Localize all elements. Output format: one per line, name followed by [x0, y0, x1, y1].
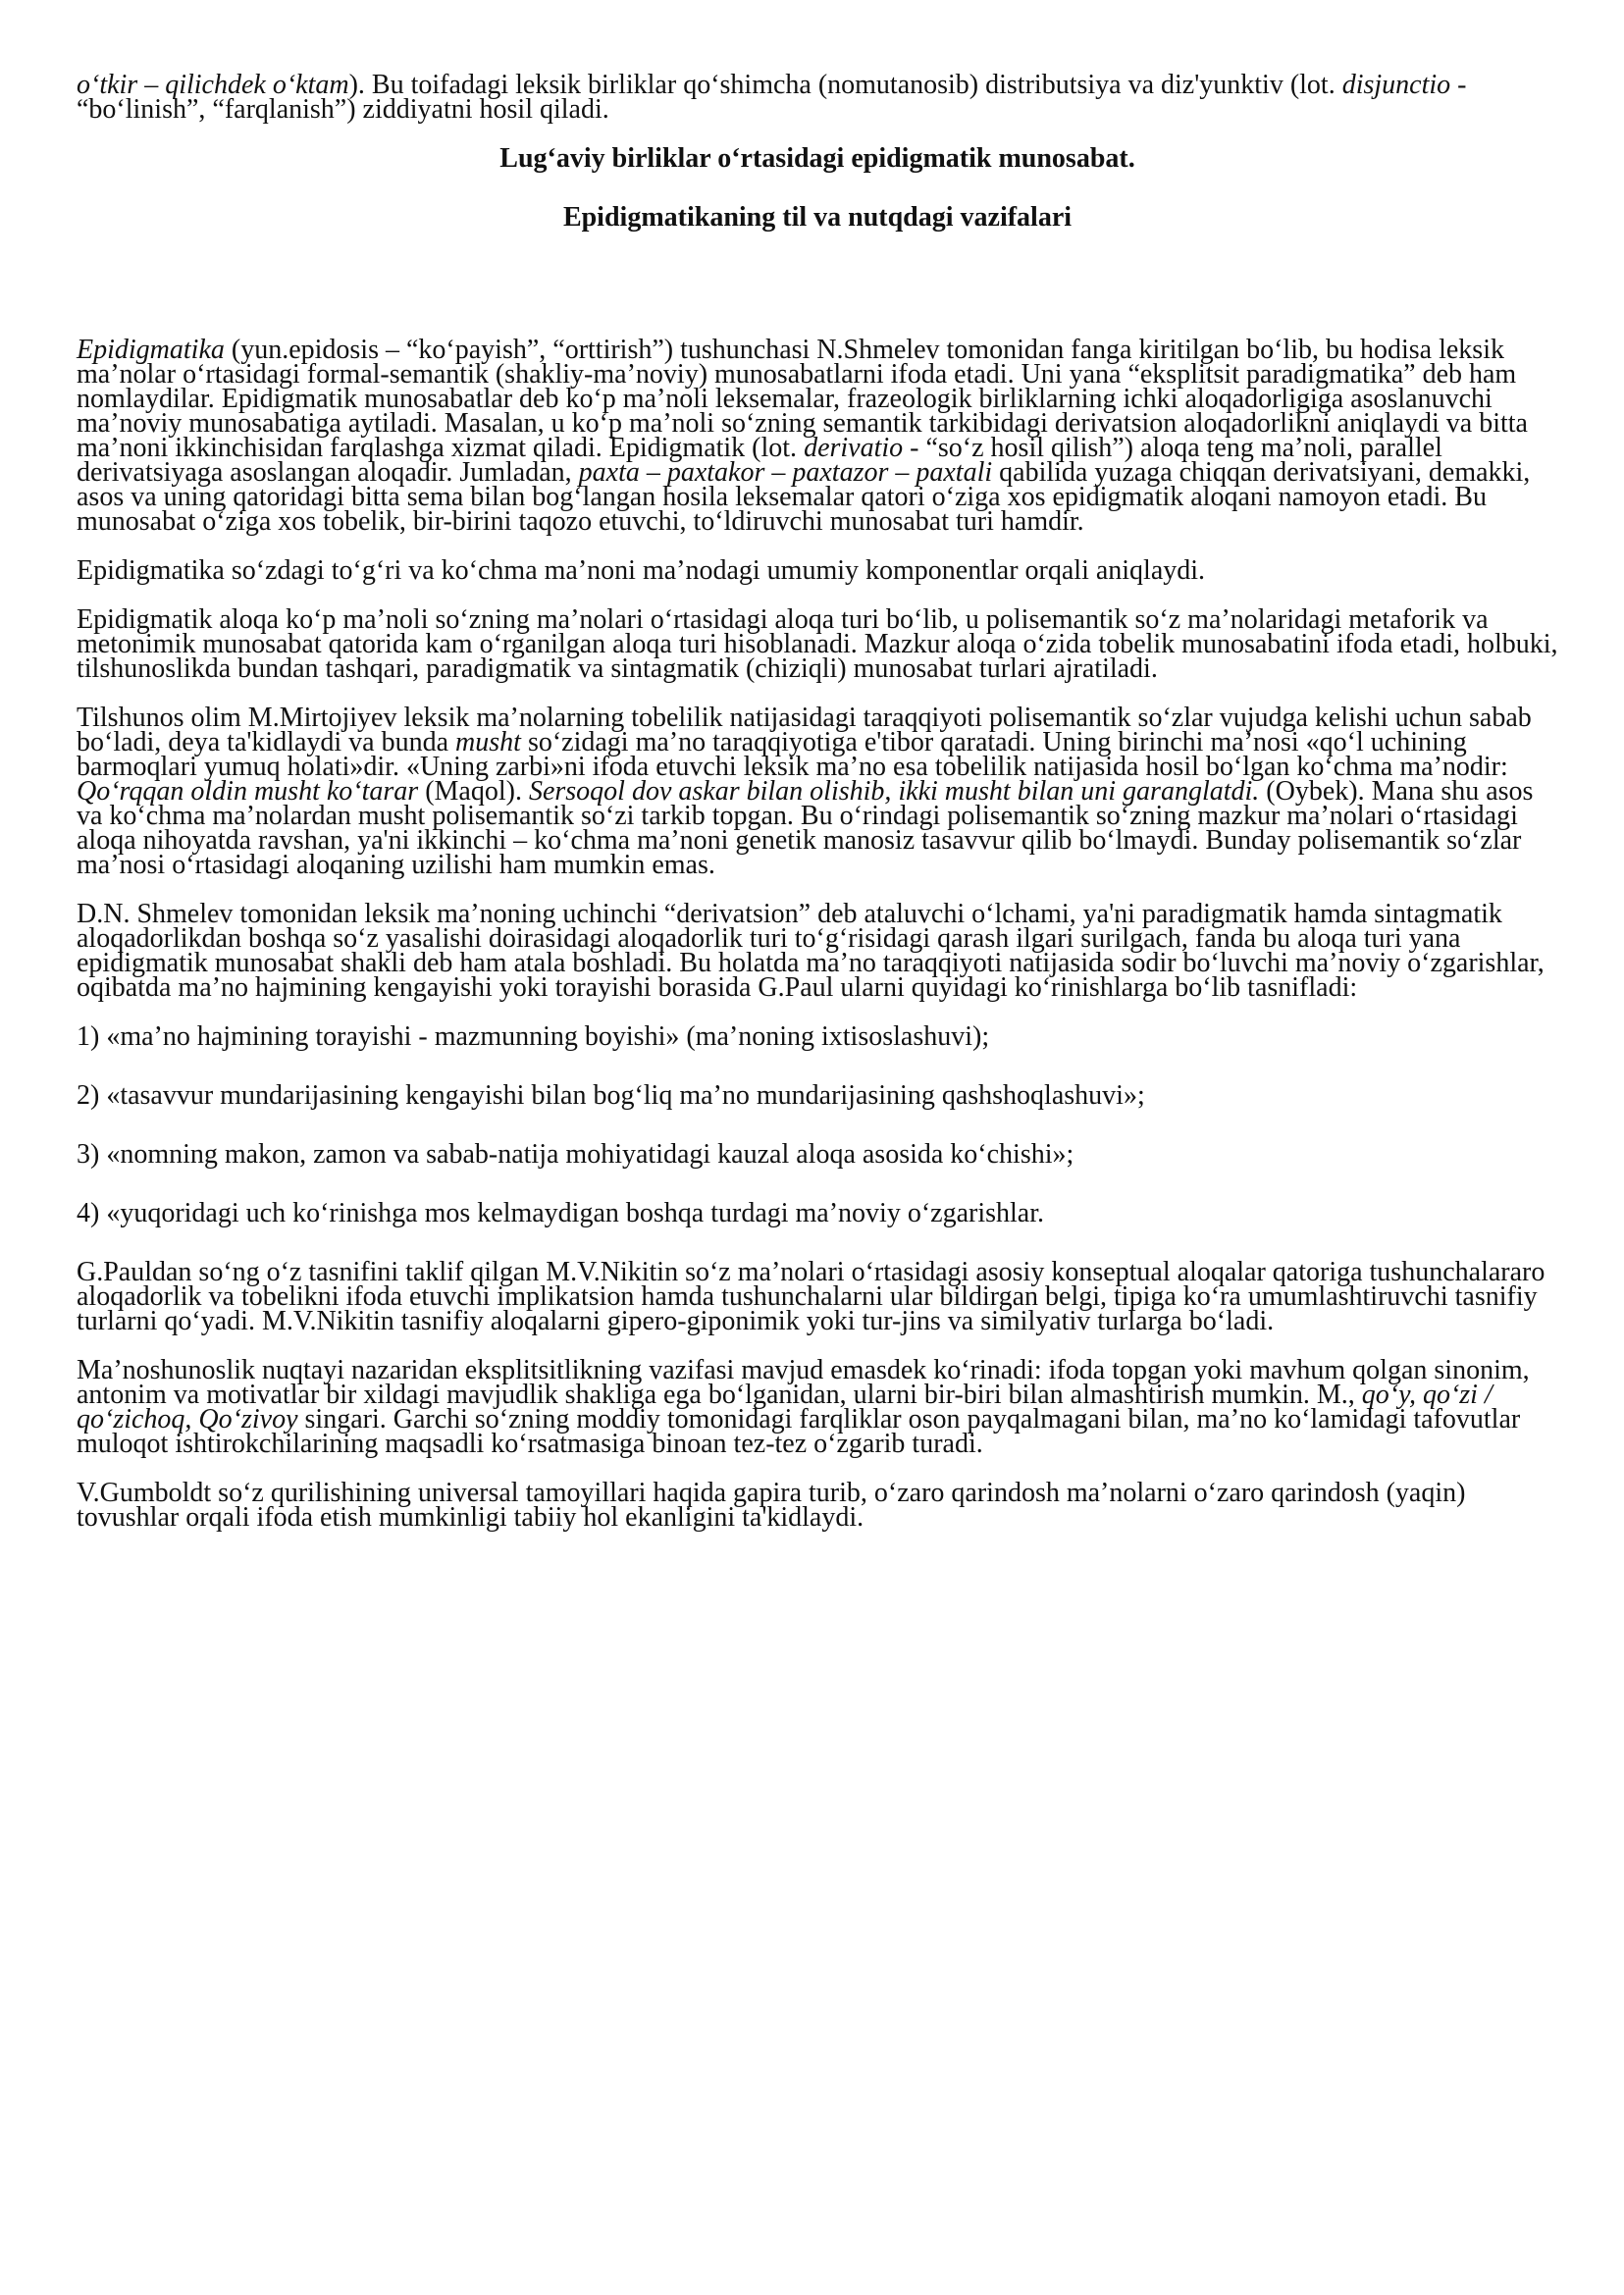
- list-item: 1) «ma’no hajmining torayishi - mazmunning boyishi» (ma’noning ixtisoslashuvi);: [77, 1021, 990, 1052]
- italic-example: Qo‘rqqan oldin musht ko‘tarar: [77, 776, 419, 807]
- text-run: Tilshunos olim M.Mirtojiyev leksik ma’nolarning tobelilik natijasidagi taraqqiyoti polisemantik so‘zlar vujudga kelishi uchun sabab bo‘ladi, deya ta'kidlaydi va bunda: [77, 703, 1532, 757]
- text-run: - “so‘z hosil qilish”) aloqa teng ma’noli, parallel derivatsiyaga asoslangan aloqadir. Jumladan,: [77, 433, 1442, 488]
- list-item: 4) «yuqoridagi uch ko‘rinishga mos kelmaydigan boshqa turdagi ma’noviy o‘zgarishlar.: [77, 1198, 1045, 1228]
- italic-term: disjunctio: [1341, 70, 1451, 100]
- paragraph: D.N. Shmelev tomonidan leksik ma’noning uchinchi “derivatsion” deb ataluvchi o‘lchami, ya'ni paradigmatik hamda sintagmatik aloqadorlikdan boshqa so‘z yasalishi doirasidagi aloqadorlik turi to‘g‘risidagi qarash ilgari surilgach, fanda bu aloqa turi yana epidigmatik munosabat shakli deb ham atala boshladi. Bu holatda ma’no taraqqiyoti natijasida sodir bo‘luvchi ma’noviy o‘zgarishlar, oqibatda ma’no hajmining kengayishi yoki torayishi borasida G.Paul ularni quyidagi ko‘rinishlarga bo‘lib tasnifladi:: [77, 899, 1545, 1003]
- text-run: qabilida yuzaga chiqqan derivatsiyani, demakki, asos va uning qatoridagi bitta sema bilan bog‘langan hosila leksemalar qatori o‘ziga xos epidigmatik aloqani namoyon etadi. Bu munosabat o‘ziga xos tobelik, bir-birini taqozo etuvchi, to‘ldiruvchi munosabat turi hamdir.: [77, 457, 1531, 537]
- text-run: so‘zidagi ma’no taraqqiyotiga e'tibor qaratadi. Uning birinchi ma’nosi «qo‘l uchining barmoqlari yumuq holati»dir. «Uning zarbi»ni ifoda etuvchi leksik ma’no esa tobelilik natijasida hosil bo‘lgan ko‘chma ma’nodir:: [77, 727, 1508, 782]
- text-run: (Oybek). Mana shu asos va ko‘chma ma’nolardan musht polisemantik so‘zi tarkib topgan. Bu o‘rindagi polisemantik so‘zning mazkur ma’nolari o‘rtasidagi aloqa nihoyatda ravshan, ya'ni ikkinchi – ko‘chma ma’noni genetik manosiz tasavvur qilib bo‘lmaydi. Bunday polisemantik so‘zlar ma’nosi o‘rtasidagi aloqaning uzilishi ham mumkin emas.: [77, 776, 1534, 880]
- text-run: (yun.epidosis – “ko‘payish”, “orttirish”) tushunchasi N.Shmelev tomonidan fanga kiritilgan bo‘lib, bu hodisa leksik ma’nolar o‘rtasidagi formal-semantik (shakliy-ma’noviy) munosabatlarni ifoda etadi. Uni yana “eksplitsit paradigmatika” deb ham nomlaydilar. Epidigmatik munosabatlar deb ko‘p ma’noli leksemalar, frazeologik birliklarning ichki aloqadorligiga asoslanuvchi ma’noviy munosabatiga aytiladi. Masalan, u ko‘p ma’noli so‘zning semantik tarkibidagi derivatsion aloqadorlikni aniqlaydi va bitta ma’noni ikkinchisidan farqlashga xizmat qiladi. Epidigmatik (lot.: [77, 335, 1528, 463]
- section-heading: Lug‘aviy birliklar o‘rtasidagi epidigmatik munosabat.: [499, 143, 1135, 174]
- text-run: (Maqol).: [418, 776, 529, 807]
- text-run: ). Bu toifadagi leksik birliklar qo‘shimcha (nomutanosib) distributsiya va diz'yunktiv (lot.: [348, 70, 1342, 100]
- paragraph-epidigmatika: [77, 335, 1558, 537]
- intro-paragraph: [77, 70, 1558, 125]
- italic-term: musht: [455, 727, 521, 757]
- italic-example: o‘tkir – qilichdek o‘ktam: [77, 70, 349, 100]
- text-run: singari. Garchi so‘zning moddiy tomonidagi farqliklar oson payqalmagani bilan, ma’no ko‘lamidagi tafovutlar muloqot ishtirokchilarining maqsadli ko‘rsatmasiga binoan tez-tez o‘zgarib turadi.: [77, 1404, 1521, 1459]
- list-item: 2) «tasavvur mundarijasining kengayishi bilan bog‘liq ma’no mundarijasining qashshoqlashuvi»;: [77, 1080, 1145, 1111]
- section-subheading: Epidigmatikaning til va nutqdagi vazifalari: [562, 202, 1073, 233]
- classification-list: [77, 1021, 1558, 1228]
- italic-term: derivatio: [804, 433, 904, 463]
- paragraph: G.Pauldan so‘ng o‘z tasnifini taklif qilgan M.V.Nikitin so‘z ma’nolari o‘rtasidagi asosiy konseptual aloqalar qatoriga tushunchalararo aloqadorlik va tobelikni ifoda etuvchi implikatsion hamda tushunchalarni ular bildirgan belgi, tipiga ko‘ra umumlashtiruvchi tasnifiy turlarni qo‘yadi. M.V.Nikitin tasnifiy aloqalarni gipero-giponimik yoki tur-jins va similyativ turlarga bo‘ladi.: [77, 1257, 1545, 1336]
- paragraph: Epidigmatika so‘zdagi to‘g‘ri va ko‘chma ma’noni ma’nodagi umumiy komponentlar orqali aniqlaydi.: [77, 555, 1206, 586]
- document-page: [77, 70, 1558, 1554]
- italic-example: Sersoqol dov askar bilan olishib, ikki musht bilan uni garanglatdi.: [528, 776, 1260, 807]
- paragraph-mirtojiyev: [77, 703, 1558, 880]
- italic-example: paxta – paxtakor – paxtazor – paxtali: [578, 457, 993, 488]
- italic-term: Epidigmatika: [77, 335, 225, 365]
- italic-example: qo‘y, qo‘zi / qo‘zichoq, Qo‘zivoy: [77, 1380, 1493, 1434]
- text-run: Ma’noshunoslik nuqtayi nazaridan eksplitsitlikning vazifasi mavjud emasdek ko‘rinadi: ifoda topgan yoki mavhum qolgan sinonim, antonim va motivatlar bir xildagi mavjudlik shakliga ega bo‘lganidan, ularni bir-biri bilan almashtirish mumkin. M.,: [77, 1355, 1530, 1410]
- paragraph-eksplitsitlik: [77, 1355, 1558, 1459]
- paragraph: Epidigmatik aloqa ko‘p ma’noli so‘zning ma’nolari o‘rtasidagi aloqa turi bo‘lib, u polisemantik so‘z ma’nolaridagi metaforik va metonimik munosabat qatorida kam o‘rganilgan aloqa turi hisoblanadi. Mazkur aloqa o‘zida tobelik munosabatini ifoda etadi, holbuki, tilshunoslikda bundan tashqari, paradigmatik va sintagmatik (chiziqli) munosabat turlari ajratiladi.: [77, 604, 1558, 684]
- paragraph: V.Gumboldt so‘z qurilishining universal tamoyillari haqida gapira turib, o‘zaro qarindosh ma’nolarni o‘zaro qarindosh (yaqin) tovushlar orqali ifoda etish mumkinligi tabiiy hol ekanligini ta'kidlaydi.: [77, 1478, 1466, 1533]
- text-run: - “bo‘linish”, “farqlanish”) ziddiyatni hosil qiladi.: [77, 70, 1467, 125]
- list-item: 3) «nomning makon, zamon va sabab-natija mohiyatidagi kauzal aloqa asosida ko‘chishi»;: [77, 1139, 1074, 1170]
